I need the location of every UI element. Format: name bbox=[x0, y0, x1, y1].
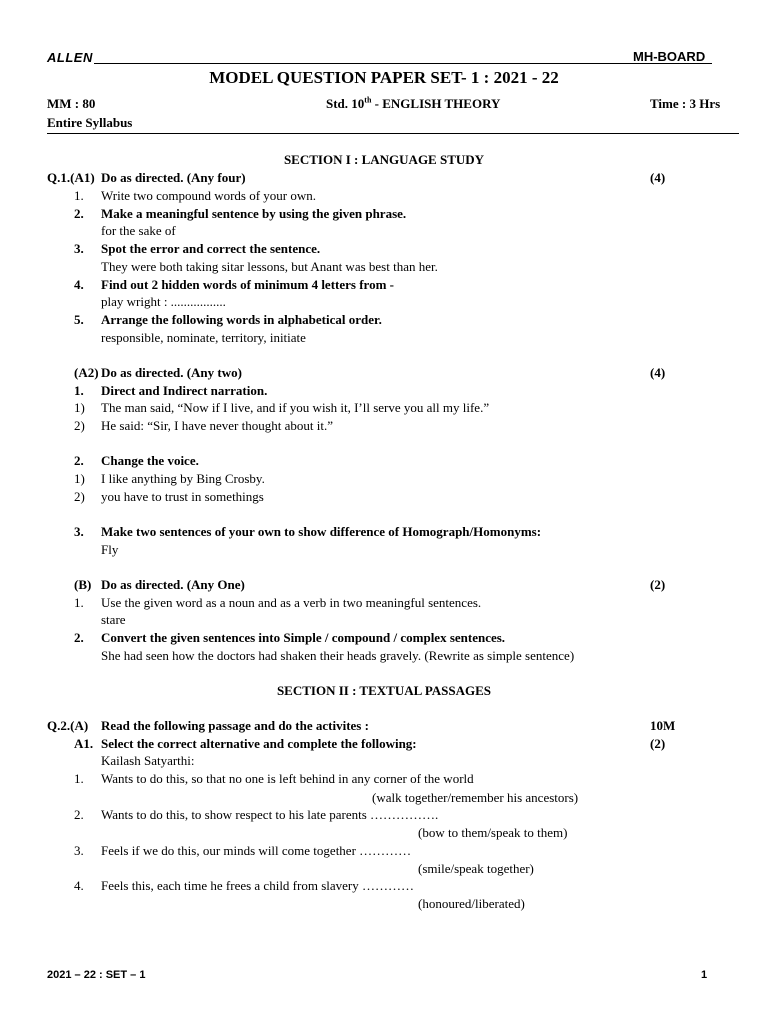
answer-options: (bow to them/speak to them) bbox=[418, 825, 568, 840]
question-text: Make a meaningful sentence by using the given phrase. bbox=[101, 206, 407, 221]
question-text: Spot the error and correct the sentence. bbox=[101, 241, 321, 256]
q1b-instruction: Do as directed. (Any One) bbox=[101, 577, 245, 592]
section1-heading: SECTION I : LANGUAGE STUDY bbox=[283, 152, 485, 167]
q2a-instruction: Read the following passage and do the activites : bbox=[101, 718, 369, 733]
brand-logo: ALLEN bbox=[47, 50, 93, 65]
item-number: 5. bbox=[74, 312, 84, 327]
question-text: Find out 2 hidden words of minimum 4 letters from - bbox=[101, 277, 394, 292]
sub-number: 1) bbox=[74, 400, 85, 415]
item-number: 3. bbox=[74, 843, 84, 858]
q1a1-label: Q.1.(A1) bbox=[47, 170, 95, 185]
syllabus-label: Entire Syllabus bbox=[47, 115, 133, 130]
question-text: Feels this, each time he frees a child from slavery ………… bbox=[101, 878, 414, 893]
item-number: 2. bbox=[74, 807, 84, 822]
question-text: Convert the given sentences into Simple / compound / complex sentences. bbox=[101, 630, 506, 645]
item-number: 2. bbox=[74, 630, 84, 645]
question-sub: The man said, “Now if I live, and if you wish it, I’ll serve you all my life.” bbox=[101, 400, 490, 415]
item-number: 2. bbox=[74, 206, 84, 221]
question-sub: for the sake of bbox=[101, 223, 176, 238]
question-text: Make two sentences of your own to show difference of Homograph/Homonyms: bbox=[101, 524, 542, 539]
question-text: Wants to do this, to show respect to his late parents ……………. bbox=[101, 807, 439, 822]
question-sub: stare bbox=[101, 612, 126, 627]
question-sub: He said: “Sir, I have never thought about it.” bbox=[101, 418, 333, 433]
q1a2-marks: (4) bbox=[650, 365, 666, 380]
item-number: 2. bbox=[74, 453, 84, 468]
item-number: 4. bbox=[74, 277, 84, 292]
question-text: Use the given word as a noun and as a verb in two meaningful sentences. bbox=[101, 595, 482, 610]
item-number: 4. bbox=[74, 878, 84, 893]
question-text: Arrange the following words in alphabetical order. bbox=[101, 312, 382, 327]
item-number: 1. bbox=[74, 595, 84, 610]
item-number: 1. bbox=[74, 383, 84, 398]
max-marks: MM : 80 bbox=[47, 96, 96, 111]
question-sub: She had seen how the doctors had shaken their heads gravely. (Rewrite as simple sentence) bbox=[101, 648, 575, 663]
section2-heading: SECTION II : TEXTUAL PASSAGES bbox=[276, 683, 492, 698]
a1-instruction: Select the correct alternative and complete the following: bbox=[101, 736, 417, 751]
q2a-label: Q.2.(A) bbox=[47, 718, 89, 733]
question-sub: I like anything by Bing Crosby. bbox=[101, 471, 265, 486]
a1-lead: Kailash Satyarthi: bbox=[101, 753, 195, 768]
question-text: Wants to do this, so that no one is left behind in any corner of the world bbox=[101, 771, 474, 786]
a1-marks: (2) bbox=[650, 736, 666, 751]
paper-title: MODEL QUESTION PAPER SET- 1 : 2021 - 22 bbox=[209, 68, 559, 87]
sub-number: 1) bbox=[74, 471, 85, 486]
answer-options: (smile/speak together) bbox=[418, 861, 534, 876]
question-text: Change the voice. bbox=[101, 453, 199, 468]
question-sub: They were both taking sitar lessons, but Anant was best than her. bbox=[101, 259, 438, 274]
question-sub: you have to trust in somethings bbox=[101, 489, 264, 504]
header-bottom-rule bbox=[47, 133, 739, 134]
question-text: Direct and Indirect narration. bbox=[101, 383, 268, 398]
page-number: 1 bbox=[701, 969, 708, 981]
question-text: Feels if we do this, our minds will come together ………… bbox=[101, 843, 412, 858]
item-number: 3. bbox=[74, 241, 84, 256]
question-sub: Fly bbox=[101, 542, 119, 557]
item-number: 3. bbox=[74, 524, 84, 539]
item-number: 1. bbox=[74, 188, 84, 203]
q1b-label: (B) bbox=[74, 577, 92, 592]
q1b-marks: (2) bbox=[650, 577, 666, 592]
question-text: Write two compound words of your own. bbox=[101, 188, 317, 203]
answer-options: (walk together/remember his ancestors) bbox=[372, 790, 579, 805]
sub-number: 2) bbox=[74, 489, 85, 504]
time-label: Time : 3 Hrs bbox=[650, 96, 721, 111]
standard-subject: Std. 10th - ENGLISH THEORY bbox=[326, 95, 501, 111]
a1-label: A1. bbox=[74, 736, 94, 751]
question-sub: play wright : ................. bbox=[101, 294, 226, 309]
board-label: MH-BOARD bbox=[633, 49, 706, 64]
q1a1-marks: (4) bbox=[650, 170, 666, 185]
q1a2-label: (A2) bbox=[74, 365, 99, 380]
q2a-marks: 10M bbox=[650, 718, 676, 733]
question-sub: responsible, nominate, territory, initiate bbox=[101, 330, 306, 345]
item-number: 1. bbox=[74, 771, 84, 786]
q1a2-instruction: Do as directed. (Any two) bbox=[101, 365, 242, 380]
footer-set-label: 2021 – 22 : SET – 1 bbox=[47, 969, 146, 981]
sub-number: 2) bbox=[74, 418, 85, 433]
header-rule bbox=[94, 63, 712, 64]
q1a1-instruction: Do as directed. (Any four) bbox=[101, 170, 246, 185]
answer-options: (honoured/liberated) bbox=[418, 896, 525, 911]
